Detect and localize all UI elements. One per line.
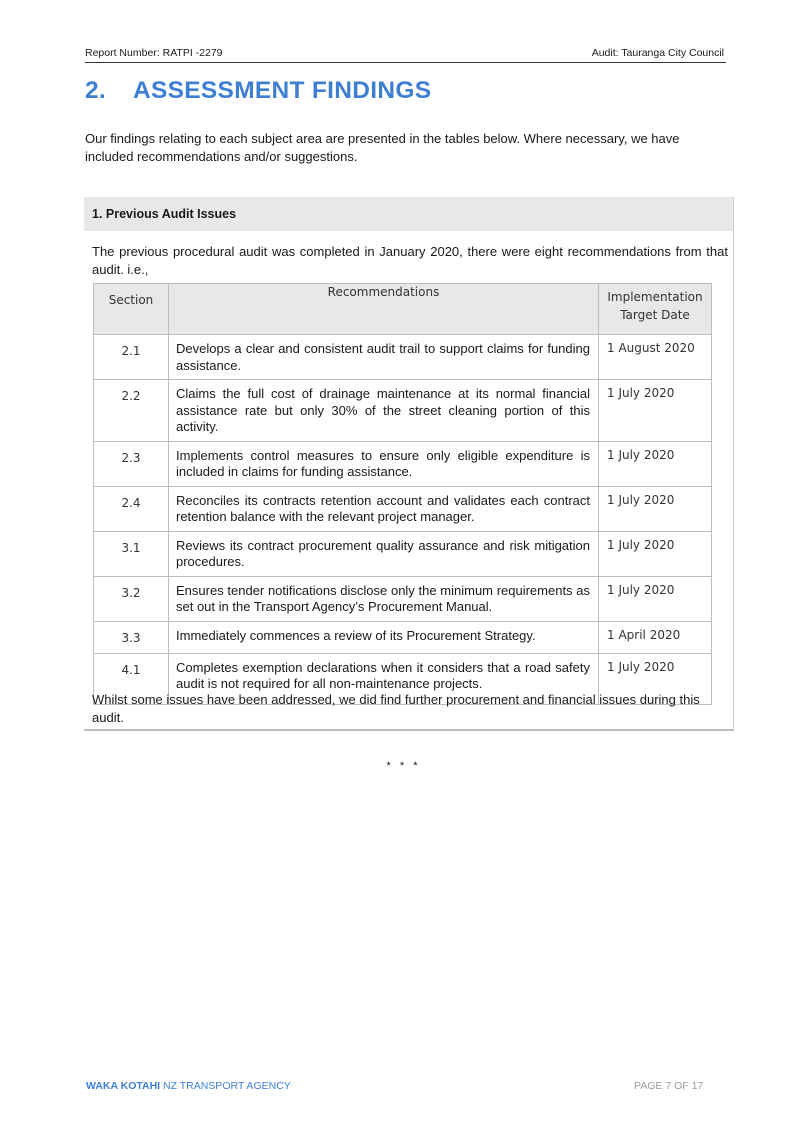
col-header-recommendations: Recommendations: [169, 284, 599, 335]
table-row: [94, 441, 712, 486]
finding-box: [84, 197, 734, 731]
footer-brand: WAKA KOTAHI: [86, 1080, 161, 1092]
report-number: Report Number: RATPI -2279: [85, 47, 223, 59]
row-section: 3.2: [94, 576, 169, 621]
row-target-date: 1 August 2020: [599, 335, 712, 380]
row-recommendation: Develops a clear and consistent audit trail to support claims for funding assistance.: [169, 335, 599, 380]
table-row: [94, 531, 712, 576]
finding-closing: Whilst some issues have been addressed, we did find further procurement and financial issues during this audit.: [92, 692, 700, 725]
table-row: [94, 380, 712, 442]
row-section: 2.4: [94, 486, 169, 531]
row-recommendation: Claims the full cost of drainage maintenance at its normal financial assistance rate but only 30% of the street cleaning portion of this activity.: [169, 380, 599, 442]
col-header-target-date: [599, 284, 712, 335]
row-section: 2.3: [94, 441, 169, 486]
col-header-target-line1: Implementation: [607, 290, 703, 304]
intro-paragraph: Our findings relating to each subject area are presented in the tables below. Where necessary, we have included recommendations and/or suggestions.: [85, 131, 680, 164]
page-header: [85, 47, 726, 63]
section-title-text: ASSESSMENT FINDINGS: [133, 77, 432, 104]
section-title: [85, 77, 431, 105]
row-section: 3.3: [94, 621, 169, 653]
row-recommendation: Immediately commences a review of its Procurement Strategy.: [169, 621, 599, 653]
row-section: 2.1: [94, 335, 169, 380]
footer-agency: [86, 1080, 291, 1092]
finding-heading: 1. Previous Audit Issues: [84, 197, 733, 231]
finding-lead: The previous procedural audit was completed in January 2020, there were eight recommendations from that audit. i.e.,: [92, 244, 728, 277]
row-recommendation: Implements control measures to ensure only eligible expenditure is included in claims for funding assistance.: [169, 441, 599, 486]
table-header-row: [94, 284, 712, 335]
row-recommendation: Reconciles its contracts retention account and validates each contract retention balance with the relevant project manager.: [169, 486, 599, 531]
table-row: [94, 576, 712, 621]
row-recommendation: Reviews its contract procurement quality assurance and risk mitigation procedures.: [169, 531, 599, 576]
row-section: 3.1: [94, 531, 169, 576]
table-row: [94, 335, 712, 380]
page-number: PAGE 7 OF 17: [634, 1080, 704, 1092]
row-target-date: 1 July 2020: [599, 576, 712, 621]
row-target-date: 1 April 2020: [599, 621, 712, 653]
section-number: 2.: [85, 77, 107, 104]
row-recommendation: Ensures tender notifications disclose only the minimum requirements as set out in the Transport Agency’s Procurement Manual.: [169, 576, 599, 621]
table-row: [94, 621, 712, 653]
row-target-date: 1 July 2020: [599, 653, 712, 704]
table-body: [94, 335, 712, 705]
footer-agency-name: NZ TRANSPORT AGENCY: [163, 1080, 291, 1092]
row-target-date: 1 July 2020: [599, 486, 712, 531]
row-recommendation: Completes exemption declarations when it considers that a road safety audit is not required for all non-maintenance projects.: [169, 653, 599, 704]
row-section: 2.2: [94, 380, 169, 442]
audit-name: Audit: Tauranga City Council: [591, 47, 724, 59]
row-target-date: 1 July 2020: [599, 380, 712, 442]
row-target-date: 1 July 2020: [599, 441, 712, 486]
row-section: 4.1: [94, 653, 169, 704]
section-separator: * * *: [386, 760, 421, 772]
table-row: [94, 486, 712, 531]
col-header-target-line2: Target Date: [620, 308, 690, 322]
col-header-section: Section: [94, 284, 169, 335]
row-target-date: 1 July 2020: [599, 531, 712, 576]
recommendations-table: [93, 283, 712, 705]
